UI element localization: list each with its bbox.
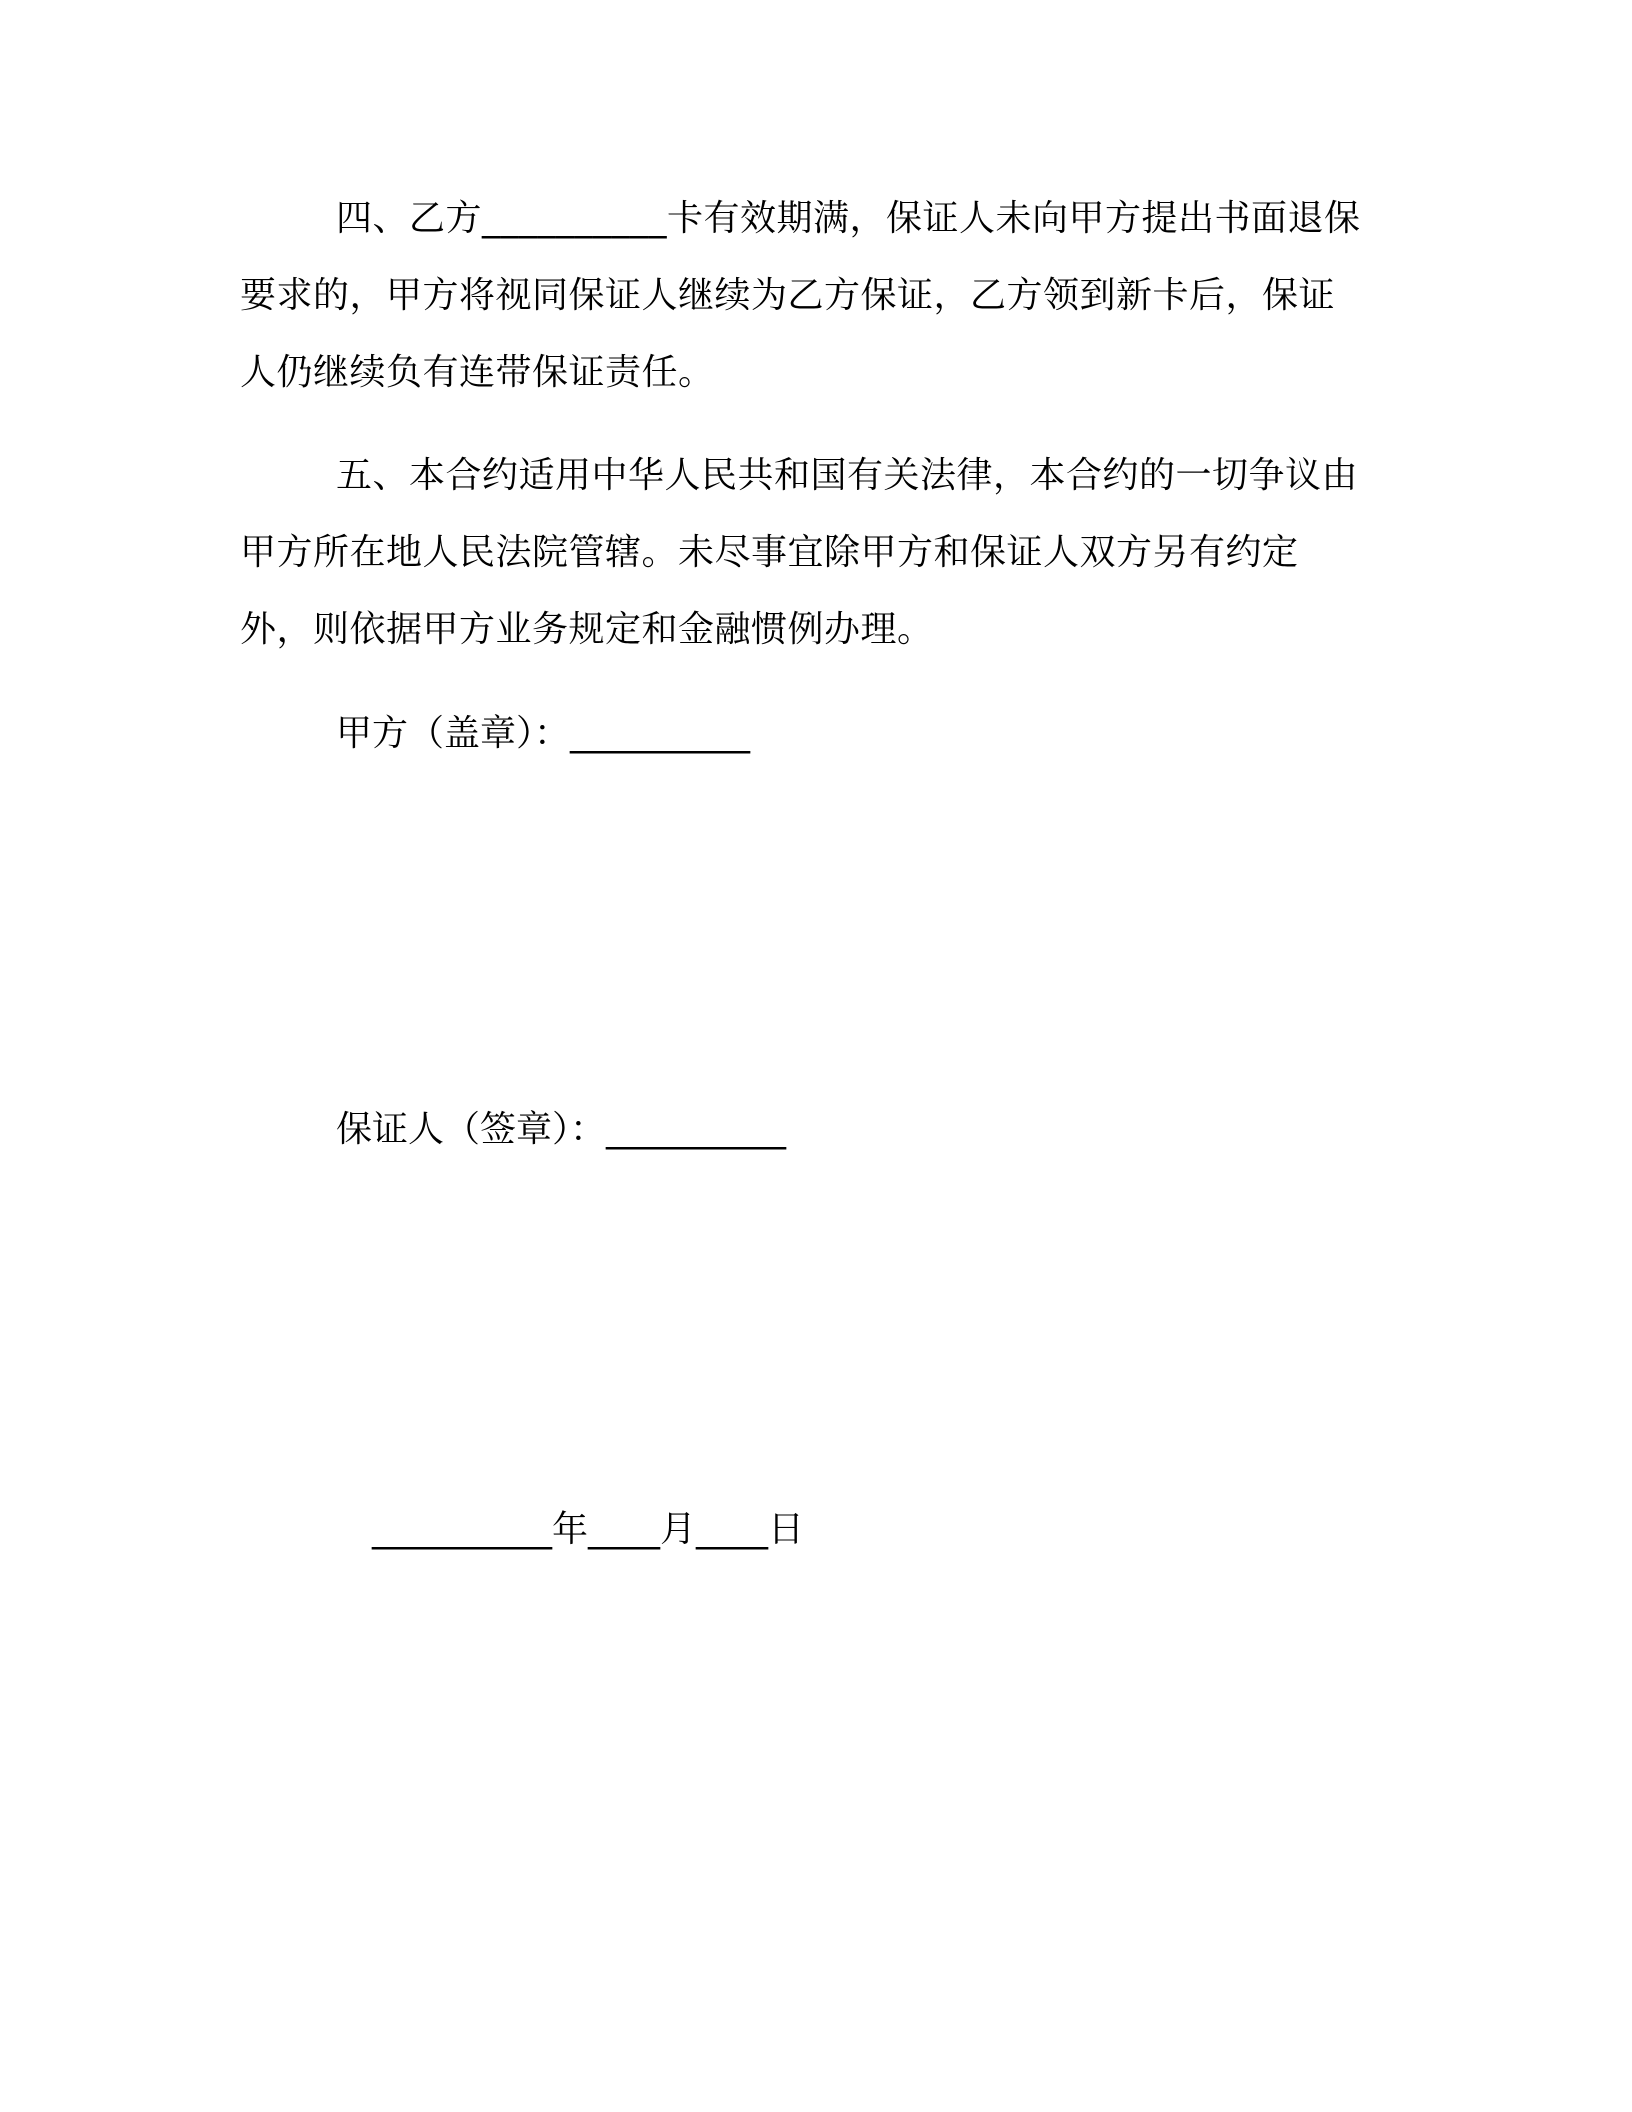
clause-four: 四、乙方__________卡有效期满，保证人未向甲方提出书面退保要求的，甲方将视同保证人继续为乙方保证，乙方领到新卡后，保证人仍继续负有连带保证责任。	[240, 198, 1361, 393]
party-a-signature-line: 甲方（盖章）：__________	[336, 713, 751, 754]
guarantor-signature-line: 保证人（签章）：__________	[336, 1109, 787, 1150]
clause-five: 五、本合约适用中华人民共和国有关法律，本合约的一切争议由甲方所在地人民法院管辖。未尽事宜除甲方和保证人双方另有约定外，则依据甲方业务规定和金融惯例办理。	[240, 455, 1359, 650]
date-line: __________年____月____日	[372, 1509, 804, 1550]
